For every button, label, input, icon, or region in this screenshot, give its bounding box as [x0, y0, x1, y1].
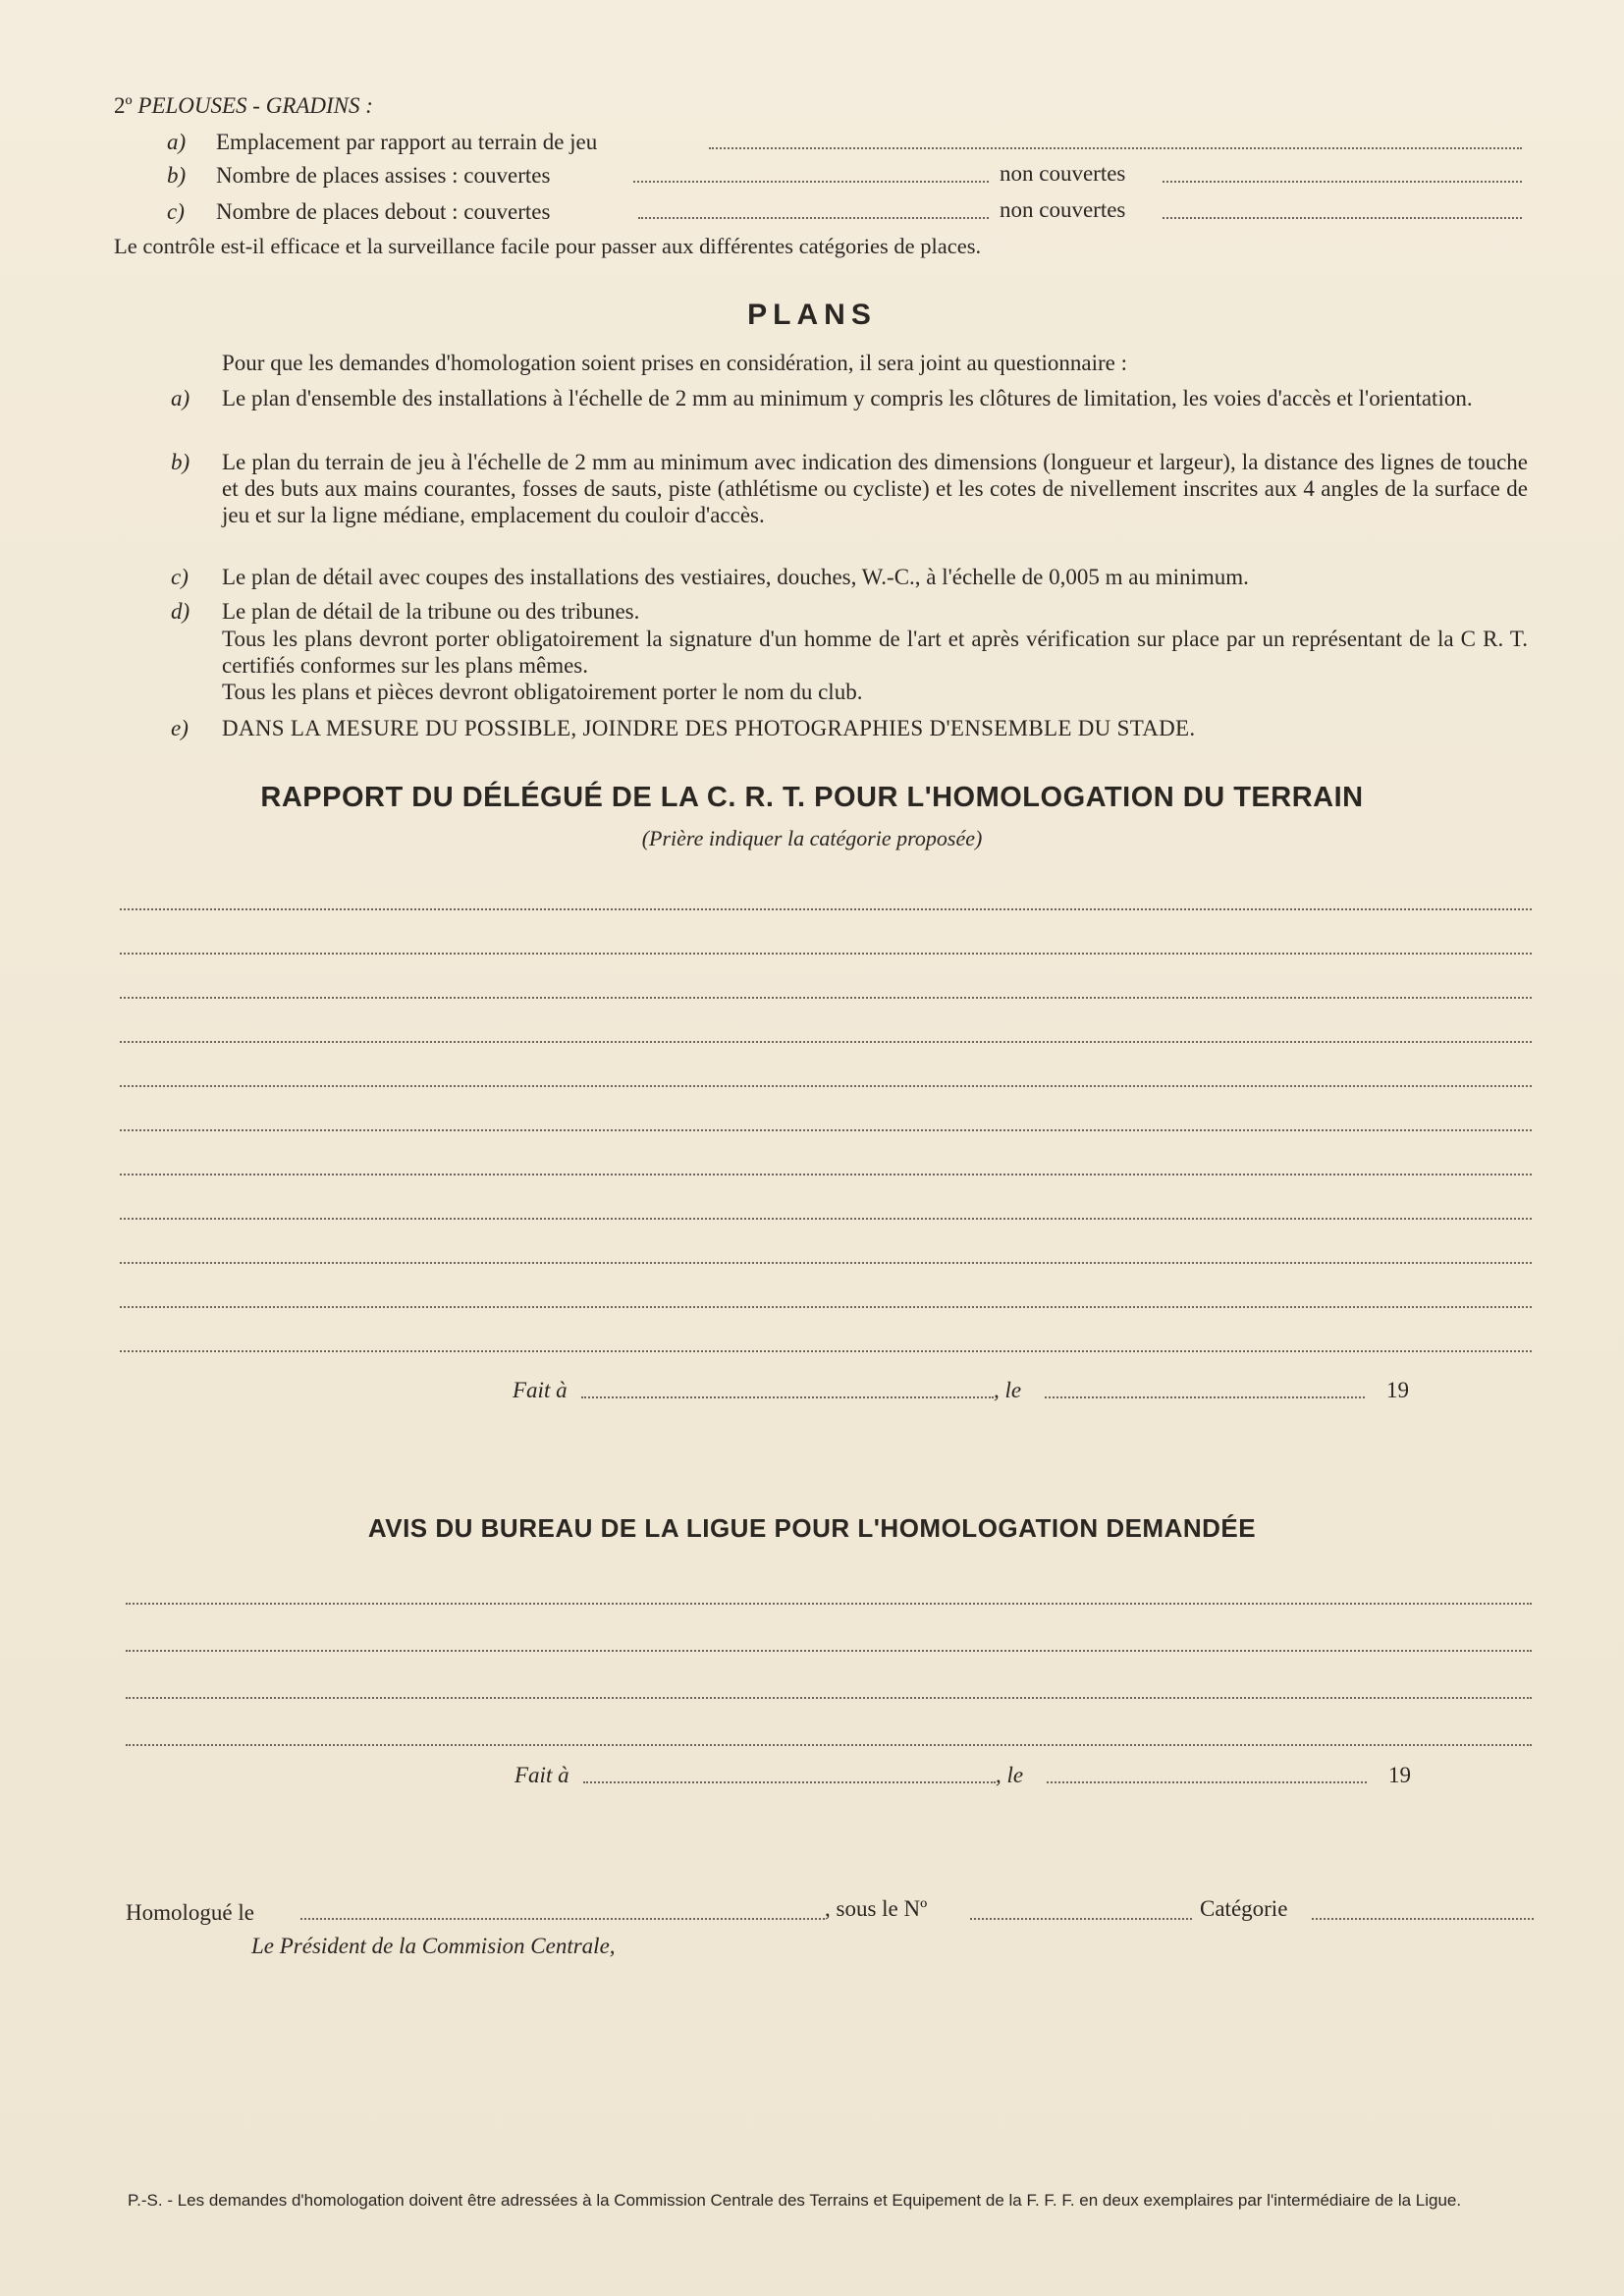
rapport-line-5[interactable] — [120, 1085, 1532, 1087]
plan-a-text: Le plan d'ensemble des installations à l'échelle de 2 mm au minimum y compris les clôtures de limitation, les voies d'accès et l'orientation. — [222, 386, 1473, 410]
rapport-line-7[interactable] — [120, 1174, 1532, 1175]
plans-intro: Pour que les demandes d'homologation soient prises en considération, il sera joint au questionnaire : — [222, 351, 1128, 375]
plans-heading: PLANS — [747, 299, 877, 331]
debout-non-couvertes-field[interactable] — [1163, 217, 1522, 219]
rapport-year: 19 — [1386, 1378, 1409, 1402]
plan-b-letter: b) — [171, 450, 190, 474]
plan-d-text: Le plan de détail de la tribune ou des tribunes. — [222, 599, 640, 624]
president-signature-label: Le Président de la Commision Centrale, — [251, 1934, 616, 1958]
rapport-line-6[interactable] — [120, 1129, 1532, 1131]
plan-a-letter: a) — [171, 386, 190, 410]
section-title — [114, 92, 373, 120]
section-number: 2º — [114, 93, 133, 118]
avis-date-field[interactable] — [1047, 1781, 1367, 1783]
assises-non-couvertes-field[interactable] — [1163, 181, 1522, 183]
section-title-text: PELOUSES - GRADINS : — [137, 93, 373, 118]
rapport-subtitle: (Prière indiquer la catégorie proposée) — [641, 826, 983, 850]
plan-e-letter: e) — [171, 716, 189, 740]
categorie-field[interactable] — [1312, 1918, 1534, 1920]
rapport-date-field[interactable] — [1045, 1396, 1365, 1398]
homologue-label: Homologué le — [126, 1900, 254, 1925]
rapport-line-9[interactable] — [120, 1262, 1532, 1264]
rapport-line-10[interactable] — [120, 1306, 1532, 1308]
avis-place-field[interactable] — [583, 1781, 996, 1783]
rapport-heading: RAPPORT DU DÉLÉGUÉ DE LA C. R. T. POUR L'HOMOLOGATION DU TERRAIN — [260, 782, 1364, 813]
row-c-letter: c) — [167, 199, 185, 224]
avis-line-3[interactable] — [126, 1697, 1532, 1699]
plan-d-signature-note: Tous les plans devront porter obligatoirement la signature d'un homme de l'art et après vérification sur place par un représentant de la C R. T. certifiés conformes sur les plans mêmes. — [222, 627, 1528, 678]
rapport-line-1[interactable] — [120, 908, 1532, 910]
plan-d-letter: d) — [171, 599, 190, 624]
row-c-label2: non couvertes — [1000, 197, 1126, 222]
plan-e-text: DANS LA MESURE DU POSSIBLE, JOINDRE DES PHOTOGRAPHIES D'ENSEMBLE DU STADE. — [222, 716, 1196, 740]
row-b-label2: non couvertes — [1000, 161, 1126, 186]
rapport-line-8[interactable] — [120, 1218, 1532, 1220]
rapport-line-11[interactable] — [120, 1350, 1532, 1352]
homologation-date-field[interactable] — [300, 1918, 825, 1920]
assises-couvertes-field[interactable] — [633, 181, 989, 183]
row-a-letter: a) — [167, 130, 187, 154]
avis-le-label: , le — [996, 1763, 1024, 1787]
plan-c-letter: c) — [171, 565, 189, 589]
row-a-label: Emplacement par rapport au terrain de jeu — [216, 130, 598, 154]
control-question: Le contrôle est-il efficace et la surveillance facile pour passer aux différentes catégories de places. — [114, 234, 982, 258]
categorie-label: Catégorie — [1200, 1896, 1288, 1921]
avis-line-2[interactable] — [126, 1650, 1532, 1652]
rapport-place-field[interactable] — [581, 1396, 994, 1398]
avis-year: 19 — [1388, 1763, 1411, 1787]
rapport-line-3[interactable] — [120, 997, 1532, 999]
avis-heading: AVIS DU BUREAU DE LA LIGUE POUR L'HOMOLOGATION DEMANDÉE — [367, 1513, 1257, 1543]
rapport-le-label: , le — [994, 1378, 1022, 1402]
avis-fait-a-label: Fait à — [514, 1763, 569, 1787]
rapport-fait-a-label: Fait à — [513, 1378, 568, 1402]
plan-c-text: Le plan de détail avec coupes des installations des vestiaires, douches, W.-C., à l'échelle de 0,005 m au minimum. — [222, 565, 1249, 589]
row-b-label: Nombre de places assises : couvertes — [216, 163, 551, 188]
sous-le-label: , sous le Nº — [825, 1896, 928, 1921]
rapport-line-4[interactable] — [120, 1041, 1532, 1043]
plan-b-text: Le plan du terrain de jeu à l'échelle de 2 mm au minimum avec indication des dimensions (longueur et largeur), la distance des lignes de touche et des buts aux mains courantes, fosses de sauts, piste (athlétisme ou cycliste) et les cotes de nivellement inscrites aux 4 angles de la surface de jeu et sur la ligne médiane, emplacement du couloir d'accès. — [222, 450, 1528, 527]
debout-couvertes-field[interactable] — [638, 217, 989, 219]
avis-line-1[interactable] — [126, 1603, 1532, 1605]
homologation-number-field[interactable] — [970, 1918, 1192, 1920]
row-b-letter: b) — [167, 163, 187, 188]
plan-d-club-note: Tous les plans et pièces devront obligatoirement porter le nom du club. — [222, 680, 863, 704]
ps-note: P.-S. - Les demandes d'homologation doivent être adressées à la Commission Centrale des Terrains et Equipement de la F. F. F. en deux exemplaires par l'intermédiaire de la Ligue. — [128, 2191, 1462, 2210]
row-c-label: Nombre de places debout : couvertes — [216, 199, 551, 224]
rapport-line-2[interactable] — [120, 953, 1532, 955]
emplacement-field[interactable] — [709, 147, 1522, 149]
avis-line-4[interactable] — [126, 1744, 1532, 1746]
